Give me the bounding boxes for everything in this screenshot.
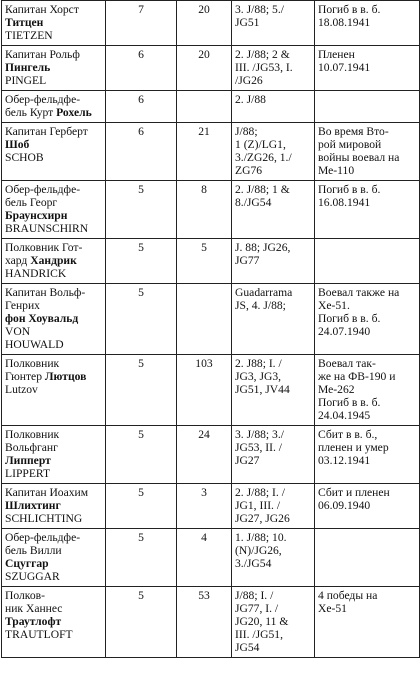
victories-spain-cell: 5 [106,426,177,484]
note-line: Воевал так- [318,357,376,370]
pilot-name-text: бель Вилли [5,544,62,557]
pilot-name-text: бель Георг [5,196,58,209]
victories-spain-cell: 5 [106,355,177,426]
victories-spain-cell: 5 [106,284,177,355]
units-cell [232,355,315,426]
unit-line: Guadarrama [235,286,293,299]
unit-line: 2. J/88; 2 & [235,48,290,61]
notes-cell [315,426,420,484]
victories-total-cell: 103 [177,355,232,426]
unit-line: JG51, JV44 [235,383,290,396]
pilot-name-text: TIETZEN [5,29,53,42]
units-cell [232,181,315,239]
unit-line: (N)/JG26, [235,544,282,557]
unit-line: JG20, 11 & [235,615,289,628]
pilot-name-text: Капитан Иоахим [5,486,89,499]
pilot-name-text: Lutzov [5,383,38,396]
units-cell [232,123,315,181]
pilot-name-text: Полковник [5,357,60,370]
pilot-surname: Рохель [56,106,92,119]
notes-cell [315,355,420,426]
pilot-name-cell [2,284,106,355]
note-line: Погиб в в. б. [318,3,381,16]
unit-line: 8./JG54 [235,196,272,209]
victories-total-cell: 20 [177,46,232,91]
pilot-name-text: бель Курт [5,106,57,119]
note-line: 18.08.1941 [318,16,371,29]
pilot-name-text: SZUGGAR [5,570,60,583]
pilot-name-text: Полковник [5,428,60,441]
pilot-name-cell [2,484,106,529]
notes-cell [315,284,420,355]
unit-line: JG51 [235,16,260,29]
pilot-surname: Браунсхирн [5,209,68,222]
notes-cell [315,46,420,91]
table-row [2,239,420,284]
unit-line: /JG26 [235,74,263,87]
notes-cell [315,1,420,46]
note-line: Хе-51 [318,602,347,615]
pilot-name-text: BRAUNSCHIRN [5,222,89,235]
pilot-surname: Сцуггар [5,557,49,570]
pilot-name-text: Гюнтер [5,370,45,383]
victories-total-cell: 4 [177,529,232,587]
unit-line: J. 88; JG26, [235,241,291,254]
units-cell [232,91,315,123]
pilot-name-text: Капитан Рольф [5,48,80,61]
pilot-surname: Лютцов [44,370,87,383]
pilot-name-text: SCHOB [5,151,44,164]
victories-total-cell: 8 [177,181,232,239]
pilot-name-text: Вольфганг [5,441,58,454]
note-line: 24.04.1945 [318,409,371,422]
victories-spain-cell: 7 [106,1,177,46]
notes-cell [315,123,420,181]
unit-line: JG27, JG26 [235,512,290,525]
pilot-surname: Липперт [5,454,51,467]
note-line: Воевал также на [318,286,400,299]
pilot-name-text: TRAUTLOFT [5,628,73,641]
unit-line: 3./JG54 [235,557,272,570]
units-cell [232,46,315,91]
unit-line: III. /JG53, I. [235,61,293,74]
pilot-name-cell [2,529,106,587]
note-line: 03.12.1941 [318,454,371,467]
victories-total-cell: 3 [177,484,232,529]
pilot-surname: Шлихтинг [5,499,61,512]
unit-line: ZG76 [235,164,263,177]
pilot-name-text: HANDRICK [5,267,67,280]
unit-line: J/88; [235,125,258,138]
victories-spain-cell: 6 [106,91,177,123]
unit-line: 2. J/88; 1 & [235,183,290,196]
pilot-name-cell [2,1,106,46]
table-row [2,46,420,91]
unit-line: JG77, I. / [235,602,279,615]
pilot-name-text: Обер-фельдфе- [5,93,81,106]
victories-spain-cell: 5 [106,529,177,587]
victories-total-cell: 5 [177,239,232,284]
victories-spain-cell: 5 [106,587,177,658]
pilot-name-cell [2,587,106,658]
note-line: Погиб в в. б. [318,312,381,325]
unit-line: JG53, II. / [235,441,283,454]
victories-total-cell: 53 [177,587,232,658]
note-line: 24.07.1940 [318,325,371,338]
note-line: Сбит и пленен [318,486,390,499]
unit-line: 2. J/88 [235,93,266,106]
victories-total-cell: 24 [177,426,232,484]
victories-spain-cell: 5 [106,239,177,284]
note-line: Ме-262 [318,383,355,396]
note-line: 16.08.1941 [318,196,371,209]
unit-line: 3. J/88; 5./ [235,3,284,16]
table-row [2,1,420,46]
unit-line: JG77 [235,254,260,267]
victories-total-cell [177,284,232,355]
notes-cell [315,484,420,529]
notes-cell [315,91,420,123]
unit-line: JS, 4. J/88; [235,299,286,312]
units-cell [232,426,315,484]
pilot-name-cell [2,426,106,484]
units-cell [232,239,315,284]
victories-spain-cell: 6 [106,123,177,181]
notes-cell [315,587,420,658]
pilot-name-text: ник Ханнес [5,602,63,615]
table-row [2,355,420,426]
pilot-name-text: SCHLICHTING [5,512,83,525]
unit-line: 2. J88; I. / [235,357,282,370]
pilot-name-cell [2,91,106,123]
victories-total-cell: 21 [177,123,232,181]
unit-line: 3. J/88; 3./ [235,428,284,441]
units-cell [232,284,315,355]
unit-line: JG3, JG3, [235,370,282,383]
note-line: 4 победы на [318,589,378,602]
unit-line: 1 (Z)/LG1, [235,138,286,151]
pilot-name-text: HOUWALD [5,338,64,351]
notes-cell [315,239,420,284]
pilot-surname: фон Хоувальд [5,312,79,325]
notes-cell [315,529,420,587]
aces-table [1,0,420,658]
note-line: 06.09.1940 [318,499,371,512]
unit-line: JG54 [235,641,260,654]
note-line: 10.07.1941 [318,61,371,74]
unit-line: J/88; I. / [235,589,274,602]
pilot-name-text: Полковник Гот- [5,241,83,254]
table-row [2,181,420,239]
pilot-name-text: Полков- [5,589,45,602]
pilot-name-text: Капитан Герберт [5,125,88,138]
pilot-name-text: Обер-фельдфе- [5,531,81,544]
pilot-name-text: Капитан Хорст [5,3,79,16]
note-line: же на ФВ-190 и [318,370,396,383]
pilot-name-text: Обер-фельдфе- [5,183,81,196]
aces-table-body [2,1,420,658]
unit-line: 1. J/88; 10. [235,531,287,544]
pilot-surname: Траутлофт [5,615,62,628]
victories-spain-cell: 6 [106,46,177,91]
units-cell [232,484,315,529]
note-line: войны воевал на [318,151,400,164]
unit-line: JG1, III. / [235,499,281,512]
table-row [2,426,420,484]
pilot-name-text: VON [5,325,31,338]
pilot-surname: Хандрик [30,254,77,267]
units-cell [232,587,315,658]
notes-cell [315,181,420,239]
unit-line: 2. J/88; I. / [235,486,285,499]
table-row [2,587,420,658]
pilot-name-text: LIPPERT [5,467,51,480]
note-line: Погиб в в. б. [318,183,381,196]
table-row [2,484,420,529]
units-cell [232,1,315,46]
note-line: Погиб в в. б. [318,396,381,409]
table-row [2,91,420,123]
table-row [2,529,420,587]
pilot-name-text: хард [5,254,31,267]
pilot-name-text: Капитан Вольф- [5,286,86,299]
pilot-name-text: PINGEL [5,74,47,87]
pilot-name-cell [2,239,106,284]
note-line: Во время Вто- [318,125,389,138]
victories-total-cell: 20 [177,1,232,46]
note-line: Ме-110 [318,164,355,177]
note-line: Пленен [318,48,355,61]
pilot-surname: Шоб [5,138,30,151]
pilot-name-cell [2,355,106,426]
unit-line: JG27 [235,454,260,467]
pilot-name-cell [2,181,106,239]
pilot-name-cell [2,123,106,181]
unit-line: III. /JG51, [235,628,283,641]
note-line: Хе-51. [318,299,350,312]
pilot-name-cell [2,46,106,91]
victories-total-cell [177,91,232,123]
pilot-name-text: Генрих [5,299,40,312]
note-line: рой мировой [318,138,382,151]
pilot-surname: Титцен [5,16,44,29]
note-line: пленен и умер [318,441,389,454]
victories-spain-cell: 5 [106,181,177,239]
pilot-surname: Пингель [5,61,51,74]
victories-spain-cell: 5 [106,484,177,529]
unit-line: 3./ZG26, 1./ [235,151,292,164]
table-row [2,284,420,355]
table-row [2,123,420,181]
units-cell [232,529,315,587]
note-line: Сбит в в. б., [318,428,378,441]
